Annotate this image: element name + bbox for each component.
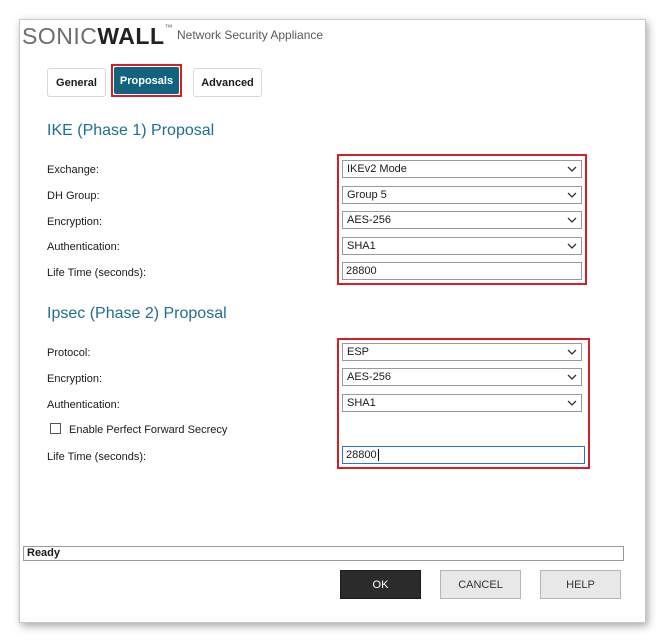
chevron-down-icon xyxy=(567,162,577,176)
text-cursor xyxy=(378,449,379,461)
ike-dh-value: Group 5 xyxy=(347,189,387,201)
chevron-down-icon xyxy=(567,239,577,253)
ipsec-lifetime-label: Life Time (seconds): xyxy=(47,451,147,463)
chevron-down-icon xyxy=(567,213,577,227)
product-name: Network Security Appliance xyxy=(177,28,324,42)
chevron-down-icon xyxy=(567,370,577,384)
chevron-down-icon xyxy=(567,396,577,410)
ike-exchange-value: IKEv2 Mode xyxy=(347,163,407,175)
status-bar: Ready xyxy=(23,546,624,561)
ike-encryption-select[interactable] xyxy=(342,211,582,229)
ike-dh-select[interactable] xyxy=(342,186,582,204)
ipsec-protocol-value: ESP xyxy=(347,346,370,358)
ipsec-protocol-label: Protocol: xyxy=(47,347,91,359)
ipsec-auth-select[interactable] xyxy=(342,394,582,412)
pfs-checkbox[interactable] xyxy=(50,423,61,434)
ike-lifetime-input[interactable]: 28800 xyxy=(342,262,582,280)
logo-trademark: ™ xyxy=(164,23,173,32)
chevron-down-icon xyxy=(567,188,577,202)
logo-text-sonic: SONIC xyxy=(22,23,98,49)
ipsec-encryption-label: Encryption: xyxy=(47,373,103,385)
ike-dh-label: DH Group: xyxy=(47,190,100,202)
ike-auth-select[interactable] xyxy=(342,237,582,255)
ok-button[interactable]: OK xyxy=(340,570,421,599)
sonicwall-logo xyxy=(22,23,173,50)
pfs-checkbox-label: Enable Perfect Forward Secrecy xyxy=(69,424,228,436)
ike-exchange-label: Exchange: xyxy=(47,164,99,176)
ipsec-section-title: Ipsec (Phase 2) Proposal xyxy=(47,305,227,322)
chevron-down-icon xyxy=(567,345,577,359)
tab-advanced[interactable]: Advanced xyxy=(193,68,262,97)
ike-section-title: IKE (Phase 1) Proposal xyxy=(47,122,215,139)
ipsec-protocol-select[interactable] xyxy=(342,343,582,361)
tab-general[interactable]: General xyxy=(47,68,106,97)
ike-encryption-value: AES-256 xyxy=(347,214,392,226)
ike-encryption-label: Encryption: xyxy=(47,216,103,228)
ike-auth-label: Authentication: xyxy=(47,241,120,253)
tab-proposals[interactable]: Proposals xyxy=(114,67,179,94)
ipsec-lifetime-input[interactable] xyxy=(342,446,585,464)
ike-exchange-select[interactable] xyxy=(342,160,582,178)
ike-lifetime-label: Life Time (seconds): xyxy=(47,267,147,279)
logo-text-wall: WALL xyxy=(97,23,165,49)
ipsec-encryption-value: AES-256 xyxy=(347,371,392,383)
ipsec-auth-label: Authentication: xyxy=(47,399,120,411)
ipsec-encryption-select[interactable] xyxy=(342,368,582,386)
cancel-button[interactable]: CANCEL xyxy=(440,570,521,599)
ipsec-lifetime-value: 28800 xyxy=(346,449,377,461)
help-button[interactable]: HELP xyxy=(540,570,621,599)
ipsec-auth-value: SHA1 xyxy=(347,397,376,409)
ike-auth-value: SHA1 xyxy=(347,240,376,252)
